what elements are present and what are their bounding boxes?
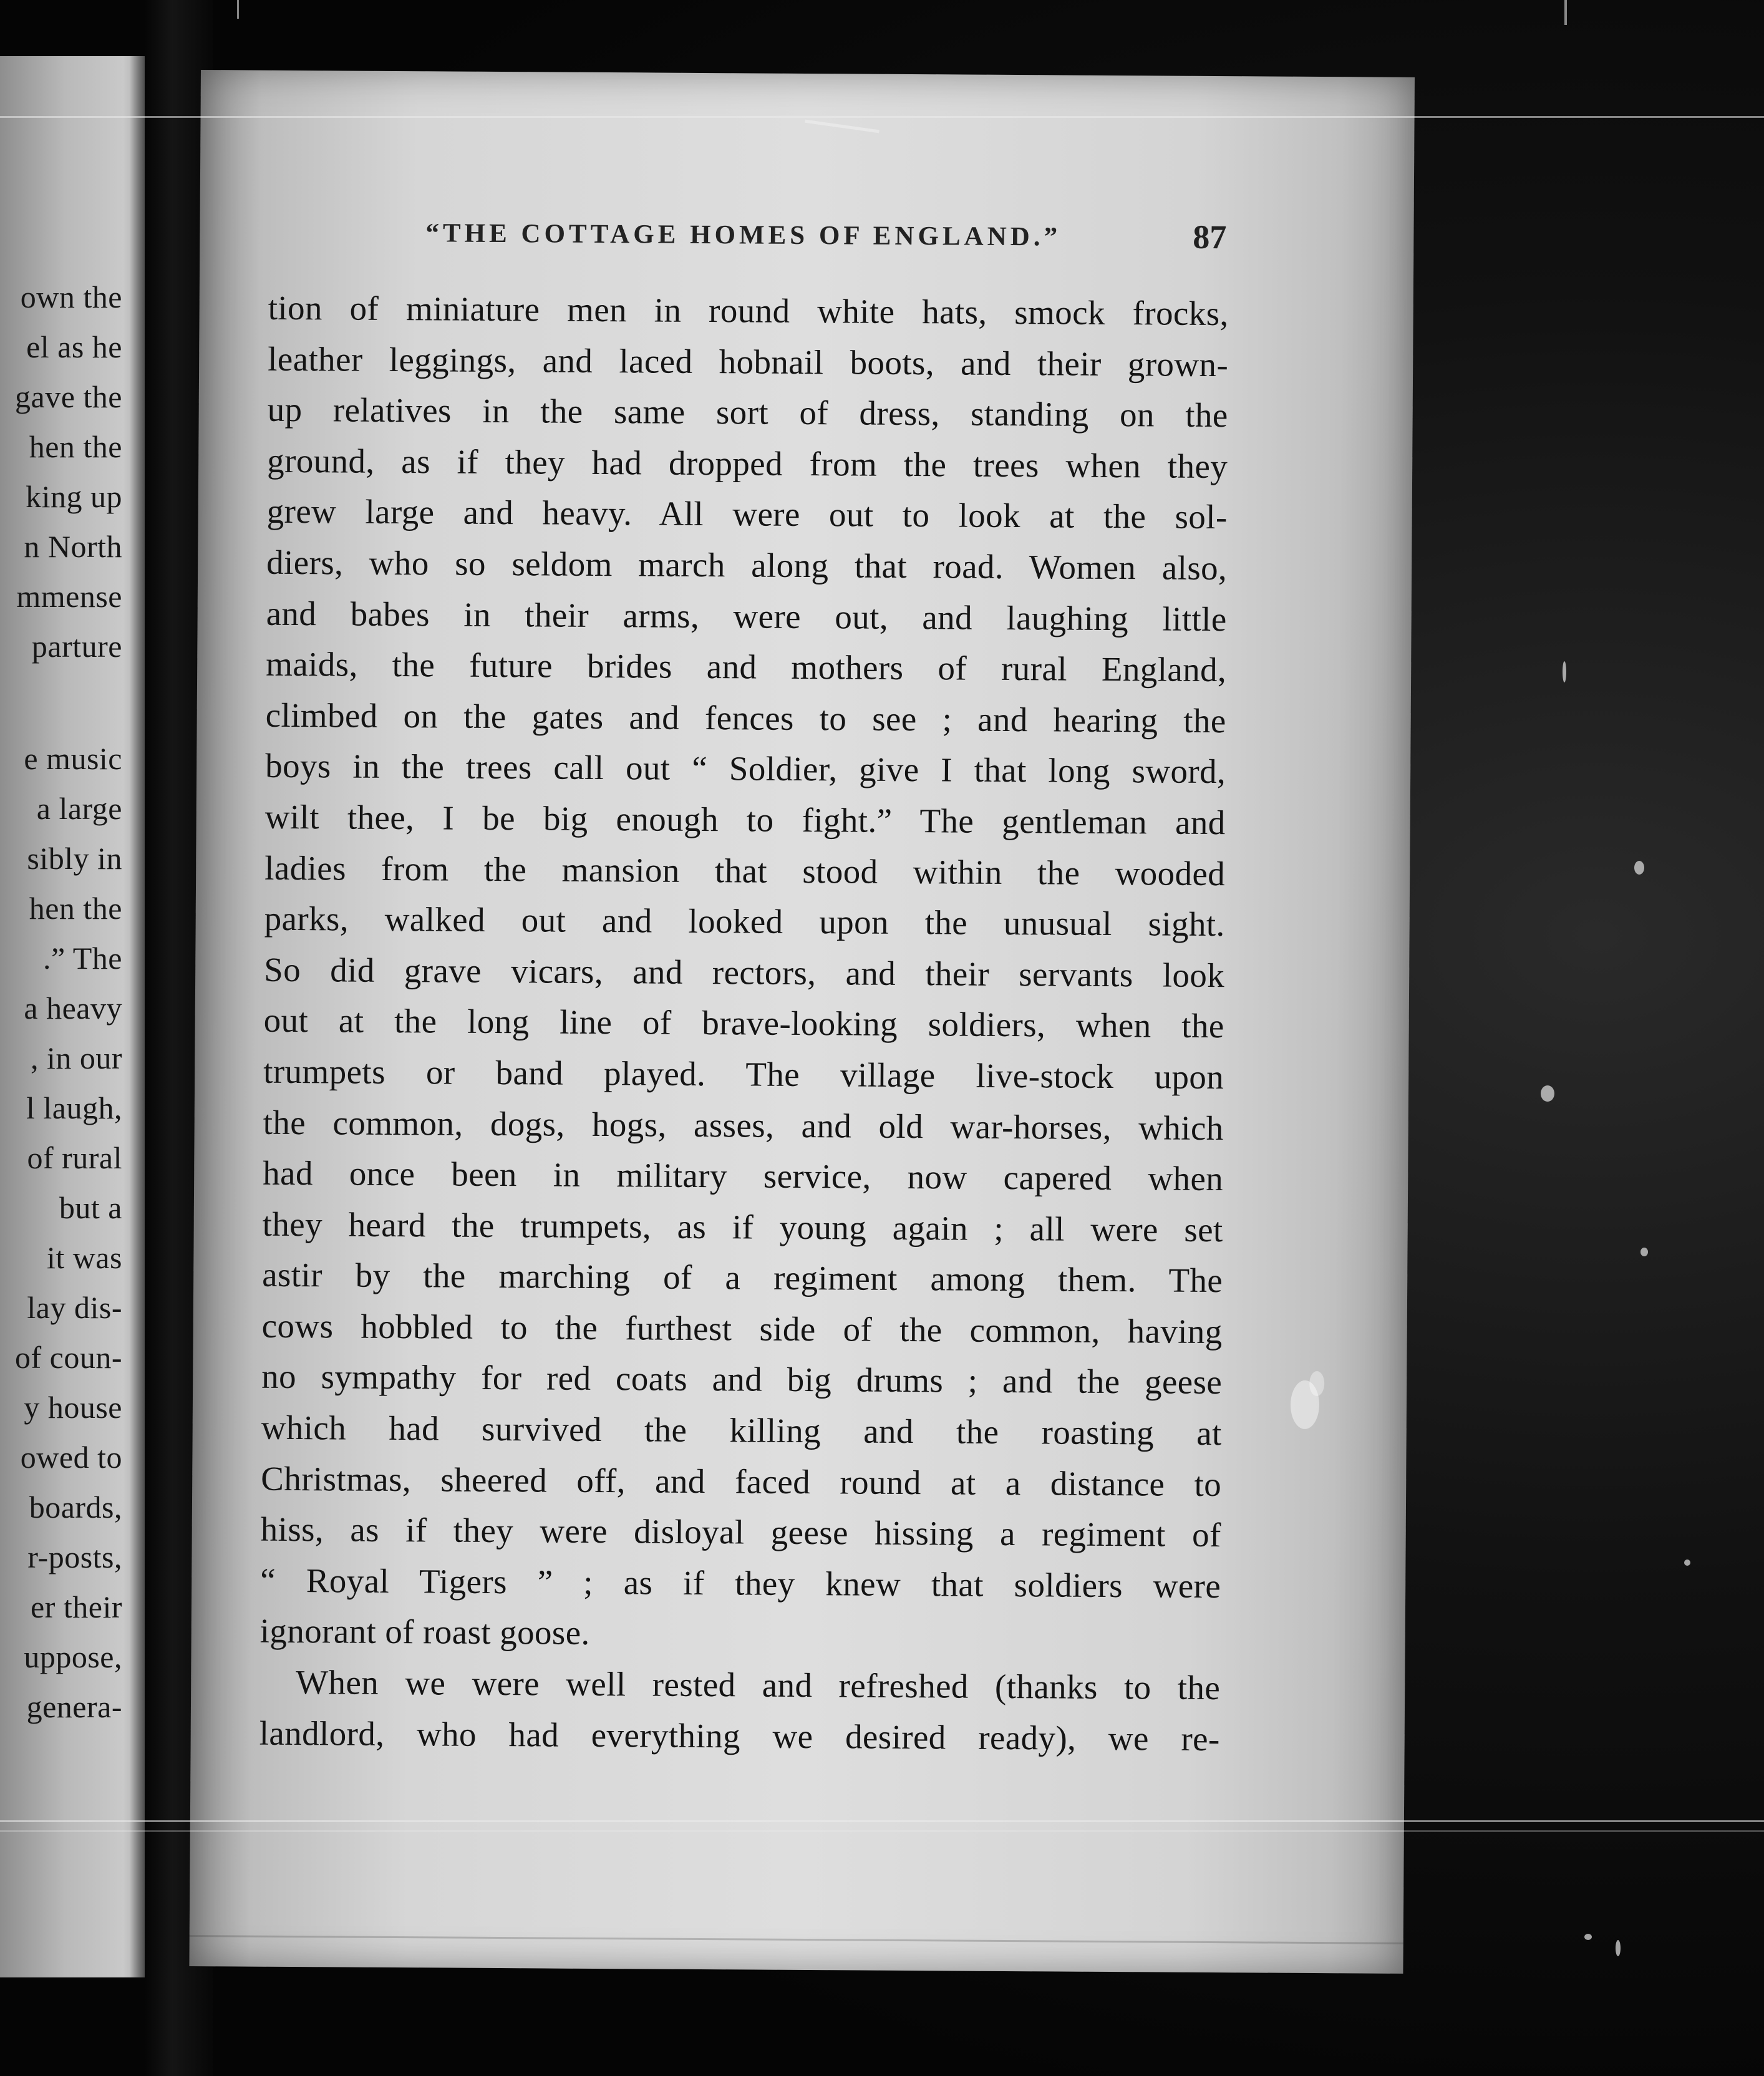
- dust-speck: [1541, 1085, 1554, 1102]
- facing-line: it was: [46, 1240, 122, 1275]
- text-line: Christmas, sheered off, and faced round at a distance to: [261, 1459, 1222, 1503]
- facing-line: a heavy: [24, 991, 122, 1026]
- text-line: tion of miniature men in round white hats, smock frocks,: [268, 288, 1229, 333]
- facing-line: gave the: [15, 379, 122, 414]
- facing-line: y house: [24, 1390, 122, 1425]
- facing-line: boards,: [29, 1490, 122, 1525]
- dust-speck: [1684, 1559, 1690, 1566]
- facing-line: hen the: [29, 429, 122, 464]
- text-line: which had survived the killing and the roasting at: [261, 1408, 1222, 1453]
- text-line: and babes in their arms, were out, and laughing little: [266, 594, 1227, 638]
- facing-line: el as he: [26, 329, 122, 364]
- text-line: out at the long line of brave-looking soldiers, when the: [263, 1001, 1224, 1045]
- scan-artifact-line: [0, 116, 1764, 118]
- text-line: parks, walked out and looked upon the unusual sight.: [264, 899, 1225, 944]
- scan-scratch: [237, 0, 239, 19]
- text-line: leather leggings, and laced hobnail boots, and their grown-: [268, 339, 1229, 384]
- facing-line: hen the: [29, 891, 122, 926]
- running-head-title: “THE COTTAGE HOMES OF ENGLAND.”: [425, 218, 1062, 252]
- scan-scratch: [1564, 0, 1567, 25]
- text-line: When we were well rested and refreshed (thanks to the: [296, 1663, 1221, 1707]
- page-crease: [190, 1935, 1403, 1944]
- dust-speck: [1634, 861, 1644, 875]
- text-line: maids, the future brides and mothers of rural England,: [266, 644, 1227, 689]
- book-page: [189, 70, 1415, 1974]
- facing-line: e music: [24, 741, 122, 776]
- dust-speck: [1584, 1934, 1592, 1940]
- facing-line: of coun-: [15, 1340, 122, 1375]
- dust-speck: [1640, 1248, 1648, 1256]
- page-stain: [1309, 1371, 1324, 1396]
- text-line: “ Royal Tigers ” ; as if they knew that soldiers were: [260, 1561, 1221, 1605]
- facing-line: n North: [24, 529, 122, 564]
- facing-line: king up: [26, 479, 122, 514]
- text-line: the common, dogs, hogs, asses, and old war-horses, which: [263, 1103, 1224, 1147]
- text-line: had once been in military service, now capered when: [263, 1153, 1224, 1198]
- facing-line: sibly in: [27, 841, 122, 876]
- facing-line: l laugh,: [26, 1090, 122, 1125]
- facing-line: owed to: [20, 1440, 122, 1475]
- text-line: trumpets or band played. The village live-stock upon: [263, 1052, 1224, 1097]
- facing-line: parture: [31, 629, 122, 664]
- scan-artifact-line: [0, 1820, 1764, 1822]
- facing-line: uppose,: [24, 1639, 122, 1674]
- facing-line: .” The: [42, 941, 122, 976]
- text-line: wilt thee, I be big enough to fight.” The gentleman and: [264, 797, 1226, 842]
- text-line: ground, as if they had dropped from the trees when they: [267, 441, 1228, 485]
- text-line: So did grave vicars, and rectors, and their servants look: [264, 950, 1225, 994]
- running-header: [200, 216, 1413, 268]
- facing-line: genera-: [26, 1689, 122, 1724]
- page-number: 87: [1193, 218, 1227, 256]
- facing-line: a large: [36, 791, 122, 826]
- facing-line: r-posts,: [27, 1540, 122, 1574]
- scan-artifact-line: [0, 1830, 1764, 1832]
- facing-line: own the: [20, 279, 122, 314]
- text-line: grew large and heavy. All were out to look at the sol-: [266, 492, 1228, 536]
- facing-line: of rural: [27, 1140, 122, 1175]
- text-line: ladies from the mansion that stood within the wooded: [264, 848, 1226, 893]
- facing-line: but a: [59, 1190, 122, 1225]
- text-line: climbed on the gates and fences to see ; and hearing the: [265, 696, 1226, 740]
- facing-page: [0, 56, 145, 1977]
- text-line: cows hobbled to the furthest side of the common, having: [261, 1306, 1223, 1351]
- text-line: no sympathy for red coats and big drums ; and the geese: [261, 1357, 1223, 1402]
- text-line: astir by the marching of a regiment among them. The: [262, 1255, 1223, 1300]
- text-line: diers, who so seldom march along that road. Women also,: [266, 543, 1228, 588]
- facing-line: er their: [31, 1589, 122, 1624]
- text-line: ignorant of roast goose.: [259, 1612, 590, 1652]
- facing-line: mmense: [16, 579, 122, 614]
- text-line: they heard the trumpets, as if young again ; all were set: [262, 1205, 1223, 1249]
- text-line: boys in the trees call out “ Soldier, give I that long sword,: [265, 747, 1226, 791]
- dust-speck: [1563, 661, 1566, 682]
- text-line: hiss, as if they were disloyal geese hissing a regiment of: [260, 1510, 1221, 1555]
- facing-line: , in our: [30, 1040, 122, 1075]
- gutter-shadow: [130, 56, 145, 1977]
- text-line: landlord, who had everything we desired ready), we re-: [259, 1714, 1220, 1758]
- text-line: up relatives in the same sort of dress, standing on the: [267, 390, 1228, 435]
- facing-line: lay dis-: [27, 1290, 122, 1325]
- body-text: [259, 283, 1228, 1765]
- dust-speck: [1616, 1940, 1621, 1956]
